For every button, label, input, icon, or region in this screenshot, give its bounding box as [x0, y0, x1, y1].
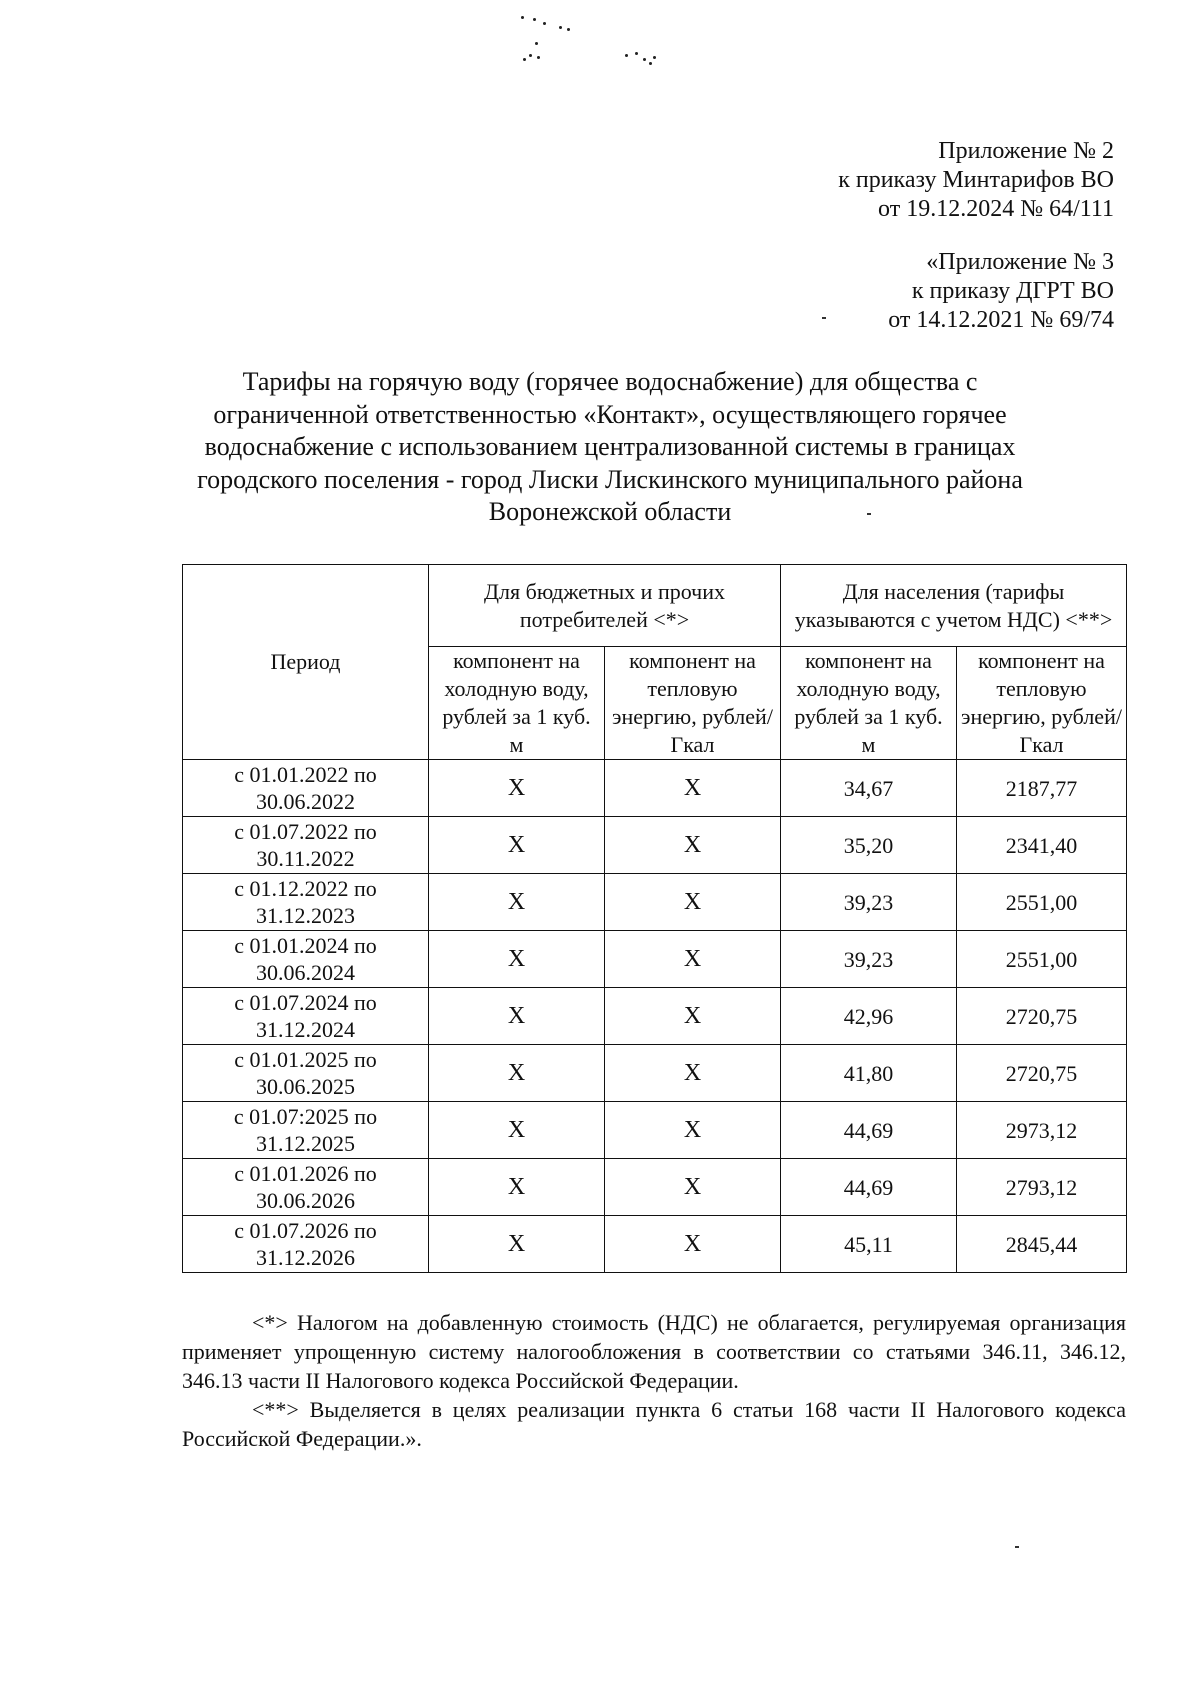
- population-cold-water-header: компонент на холодную воду, рублей за 1 куб. м: [781, 647, 957, 760]
- period-cell: с 01.07:2025 по 31.12.2025: [183, 1102, 429, 1159]
- budget-heat-cell: Х: [605, 1102, 781, 1159]
- table-row: [183, 1216, 1127, 1273]
- budget-heat-cell: Х: [605, 988, 781, 1045]
- table-row: [183, 1045, 1127, 1102]
- title-line: Тарифы на горячую воду (горячее водоснабжение) для общества с: [242, 367, 978, 396]
- appendix-number: Приложение № 2: [938, 138, 1114, 164]
- budget-heat-cell: Х: [605, 760, 781, 817]
- table-row: [183, 874, 1127, 931]
- stray-mark: [822, 317, 826, 319]
- appendix-order-date: от 19.12.2024 № 64/111: [878, 196, 1114, 222]
- appendix-order-ref: к приказу Минтарифов ВО: [838, 167, 1114, 193]
- footnotes: [182, 1308, 1126, 1453]
- budget-heat-energy-header: компонент на тепловую энергию, рублей/Гкал: [605, 647, 781, 760]
- budget-cold-cell: Х: [429, 931, 605, 988]
- period-cell: с 01.01.2025 по 30.06.2025: [183, 1045, 429, 1102]
- budget-heat-cell: Х: [605, 817, 781, 874]
- budget-heat-cell: Х: [605, 1216, 781, 1273]
- period-cell: с 01.01.2022 по 30.06.2022: [183, 760, 429, 817]
- appendix-header-original: [888, 248, 1114, 335]
- population-heat-cell: 2187,77: [957, 760, 1127, 817]
- budget-cold-cell: Х: [429, 817, 605, 874]
- population-cold-cell: 42,96: [781, 988, 957, 1045]
- appendix-order-date: от 14.12.2021 № 69/74: [888, 307, 1114, 333]
- population-cold-cell: 39,23: [781, 874, 957, 931]
- period-cell: с 01.07.2022 по 30.11.2022: [183, 817, 429, 874]
- table-row: [183, 760, 1127, 817]
- period-cell: с 01.12.2022 по 31.12.2023: [183, 874, 429, 931]
- tariff-table: [182, 564, 1127, 1273]
- stray-mark: [1015, 1546, 1019, 1548]
- footnote-vat-included: <**> Выделяется в целях реализации пункта 6 статьи 168 части II Налогового кодекса Российской Федерации.».: [182, 1397, 1126, 1451]
- period-cell: с 01.07.2024 по 31.12.2024: [183, 988, 429, 1045]
- population-heat-energy-header: компонент на тепловую энергию, рублей/Гкал: [957, 647, 1127, 760]
- document-title: [160, 366, 1060, 529]
- budget-heat-cell: Х: [605, 931, 781, 988]
- table-row: [183, 817, 1127, 874]
- budget-cold-cell: Х: [429, 760, 605, 817]
- period-cell: с 01.07.2026 по 31.12.2026: [183, 1216, 429, 1273]
- population-heat-cell: 2551,00: [957, 874, 1127, 931]
- population-heat-cell: 2341,40: [957, 817, 1127, 874]
- period-cell: с 01.01.2026 по 30.06.2026: [183, 1159, 429, 1216]
- population-cold-cell: 41,80: [781, 1045, 957, 1102]
- table-row: [183, 1102, 1127, 1159]
- table-row: [183, 988, 1127, 1045]
- budget-cold-cell: Х: [429, 1102, 605, 1159]
- scan-specks: [515, 14, 685, 70]
- budget-cold-cell: Х: [429, 874, 605, 931]
- budget-heat-cell: Х: [605, 1159, 781, 1216]
- title-line: Воронежской области: [488, 497, 732, 526]
- appendix-order-ref: к приказу ДГРТ ВО: [911, 278, 1114, 304]
- population-cold-cell: 39,23: [781, 931, 957, 988]
- title-line: городского поселения - город Лиски Лискинского муниципального района: [197, 464, 1023, 494]
- appendix-number: «Приложение № 3: [926, 249, 1114, 275]
- population-heat-cell: 2793,12: [957, 1159, 1127, 1216]
- population-heat-cell: 2720,75: [957, 1045, 1127, 1102]
- table-row: [183, 931, 1127, 988]
- population-heat-cell: 2551,00: [957, 931, 1127, 988]
- population-heat-cell: 2845,44: [957, 1216, 1127, 1273]
- budget-cold-cell: Х: [429, 1216, 605, 1273]
- footnote-vat-exempt: <*> Налогом на добавленную стоимость (НДС) не облагается, регулируемая организация применяет упрощенную систему налогообложения в соответствии со статьями 346.11, 346.12, 346.13 части II Налогового кодекса Российской Федерации.: [182, 1310, 1126, 1393]
- population-heat-cell: 2973,12: [957, 1102, 1127, 1159]
- budget-cold-cell: Х: [429, 1045, 605, 1102]
- budget-cold-cell: Х: [429, 988, 605, 1045]
- title-line: водоснабжение с использованием централизованной системы в границах: [204, 432, 1016, 461]
- period-cell: с 01.01.2024 по 30.06.2024: [183, 931, 429, 988]
- budget-consumers-header: Для бюджетных и прочих потребителей <*>: [429, 565, 781, 647]
- population-header: Для населения (тарифы указываются с учетом НДС) <**>: [781, 565, 1127, 647]
- table-row: [183, 1159, 1127, 1216]
- budget-cold-water-header: компонент на холодную воду, рублей за 1 куб. м: [429, 647, 605, 760]
- population-heat-cell: 2720,75: [957, 988, 1127, 1045]
- budget-heat-cell: Х: [605, 874, 781, 931]
- budget-heat-cell: Х: [605, 1045, 781, 1102]
- period-header: Период: [183, 565, 429, 760]
- population-cold-cell: 35,20: [781, 817, 957, 874]
- population-cold-cell: 45,11: [781, 1216, 957, 1273]
- population-cold-cell: 44,69: [781, 1159, 957, 1216]
- appendix-header-current: [838, 137, 1114, 224]
- population-cold-cell: 44,69: [781, 1102, 957, 1159]
- budget-cold-cell: Х: [429, 1159, 605, 1216]
- title-line: ограниченной ответственностью «Контакт», осуществляющего горячее: [213, 399, 1007, 429]
- population-cold-cell: 34,67: [781, 760, 957, 817]
